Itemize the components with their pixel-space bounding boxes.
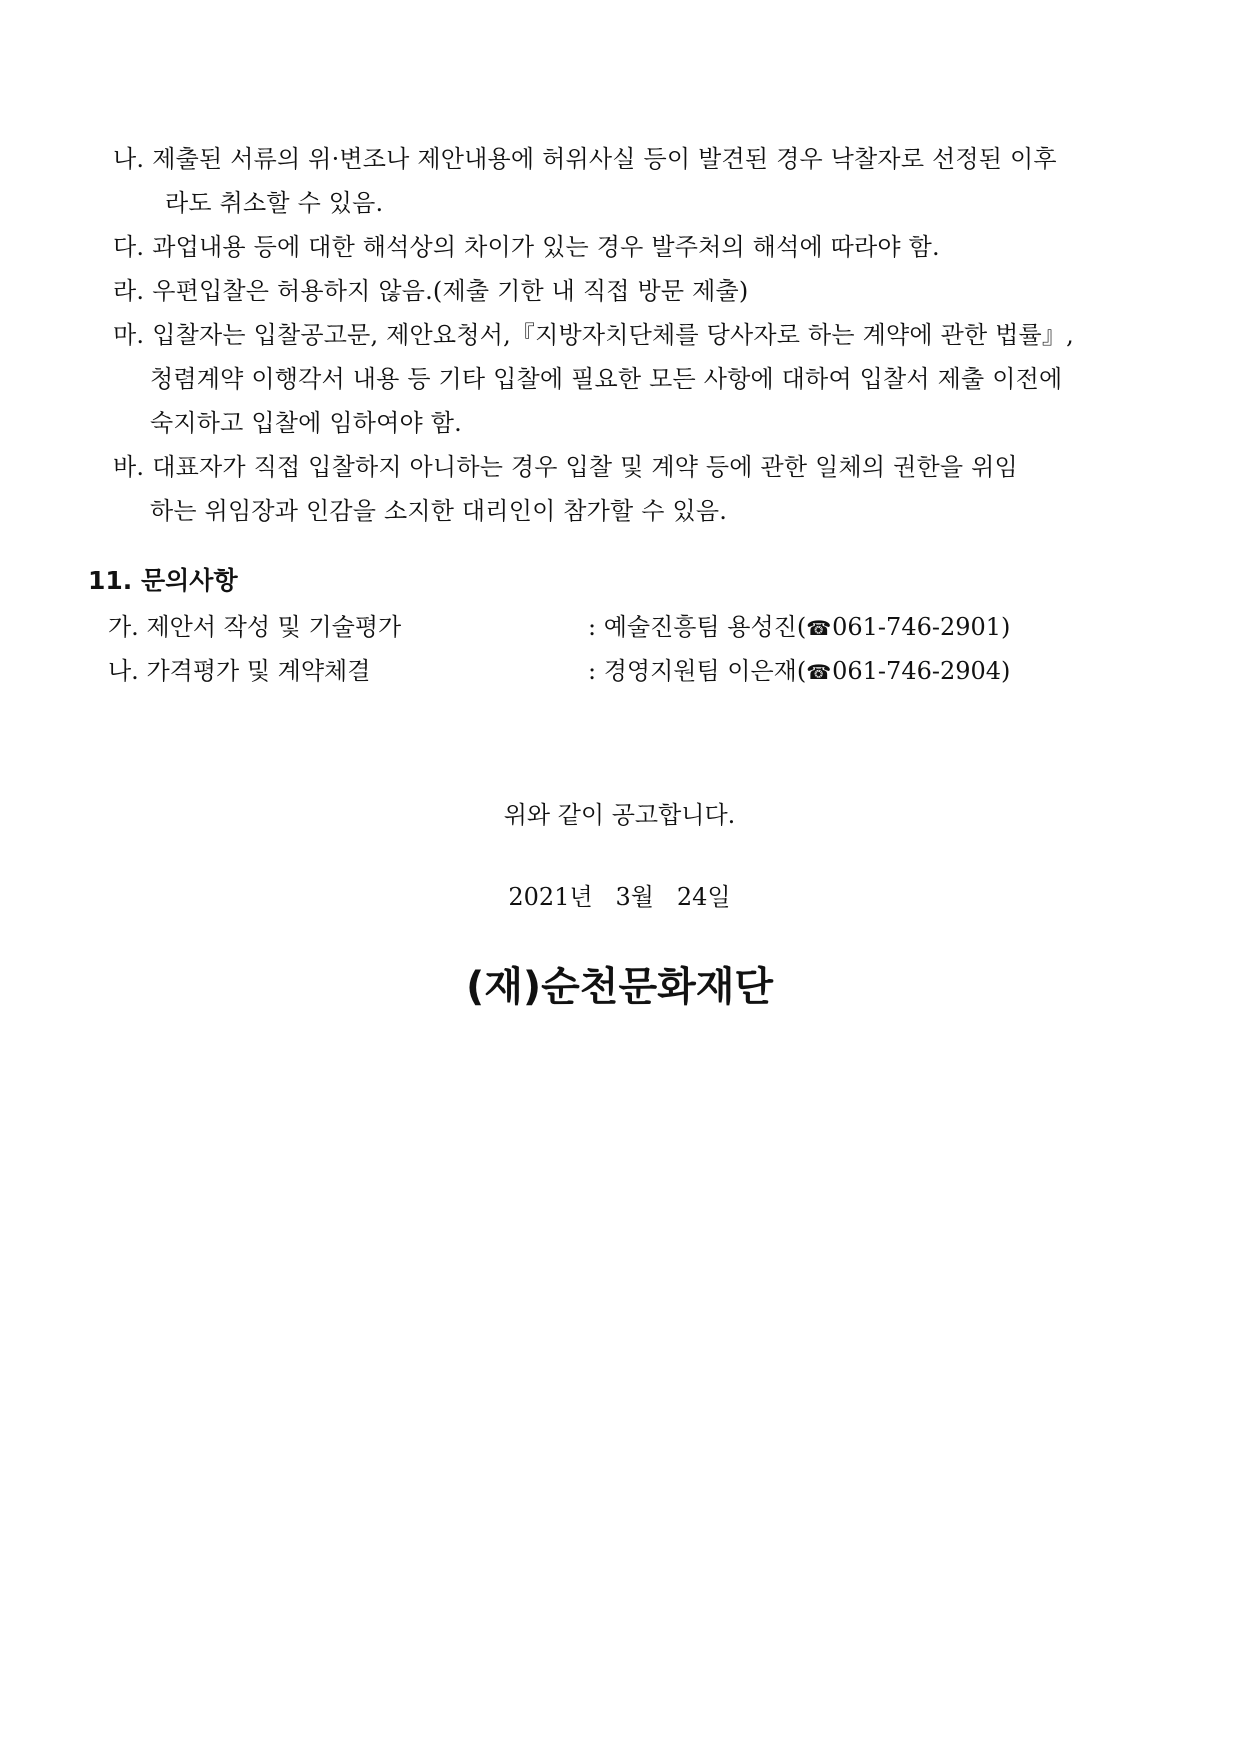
- contact-separator: :: [588, 613, 597, 641]
- note-marker: 마.: [113, 321, 145, 349]
- note-da-line-1: [113, 232, 940, 262]
- contact-separator: :: [588, 657, 597, 685]
- telephone-icon: ☎: [806, 660, 832, 684]
- contact-phone: 061-746-2901): [832, 613, 1011, 641]
- contact-marker: 나.: [108, 657, 139, 685]
- note-na-line-2: 라도 취소할 수 있음.: [165, 189, 384, 217]
- note-marker: 라.: [113, 277, 145, 305]
- section-11-title: 11. 문의사항: [88, 566, 238, 595]
- contact-row-1-label: [108, 612, 401, 642]
- contact-marker: 가.: [108, 613, 139, 641]
- telephone-icon: ☎: [806, 616, 832, 640]
- contact-row-1-value: [588, 612, 1010, 643]
- contact-row-2-value: [588, 656, 1010, 687]
- note-text: 제출된 서류의 위·변조나 제안내용에 허위사실 등이 발견된 경우 낙찰자로 선정된 이후: [152, 145, 1057, 173]
- contact-team: 예술진흥팀 용성진(: [603, 613, 807, 641]
- closing-statement: 위와 같이 공고합니다.: [503, 801, 736, 829]
- organization-name: (재)순천문화재단: [465, 964, 774, 1010]
- contact-team: 경영지원팀 이은재(: [603, 657, 807, 685]
- note-ra-line-1: [113, 276, 748, 306]
- note-text: 과업내용 등에 대한 해석상의 차이가 있는 경우 발주처의 해석에 따라야 함.: [152, 233, 940, 261]
- note-text: 입찰자는 입찰공고문, 제안요청서,『지방자치단체를 당사자로 하는 계약에 관한 법률』,: [152, 321, 1074, 349]
- note-ma-line-3: 숙지하고 입찰에 임하여야 함.: [150, 409, 462, 437]
- note-ma-line-2: 청렴계약 이행각서 내용 등 기타 입찰에 필요한 모든 사항에 대하여 입찰서 제출 이전에: [150, 365, 1063, 393]
- note-marker: 다.: [113, 233, 145, 261]
- note-na-line-1: [113, 144, 1057, 174]
- contact-label-text: 제안서 작성 및 기술평가: [146, 613, 402, 641]
- note-text: 우편입찰은 허용하지 않음.(제출 기한 내 직접 방문 제출): [152, 277, 749, 305]
- contact-label-text: 가격평가 및 계약체결: [146, 657, 371, 685]
- contact-phone: 061-746-2904): [832, 657, 1011, 685]
- announcement-date: 2021년 3월 24일: [508, 883, 731, 911]
- note-marker: 바.: [113, 453, 145, 481]
- note-ba-line-1: [113, 452, 1018, 482]
- contact-row-2-label: [108, 656, 370, 686]
- note-ma-line-1: [113, 320, 1074, 350]
- note-text: 대표자가 직접 입찰하지 아니하는 경우 입찰 및 계약 등에 관한 일체의 권한을 위임: [152, 453, 1018, 481]
- note-marker: 나.: [113, 145, 145, 173]
- note-ba-line-2: 하는 위임장과 인감을 소지한 대리인이 참가할 수 있음.: [150, 497, 728, 525]
